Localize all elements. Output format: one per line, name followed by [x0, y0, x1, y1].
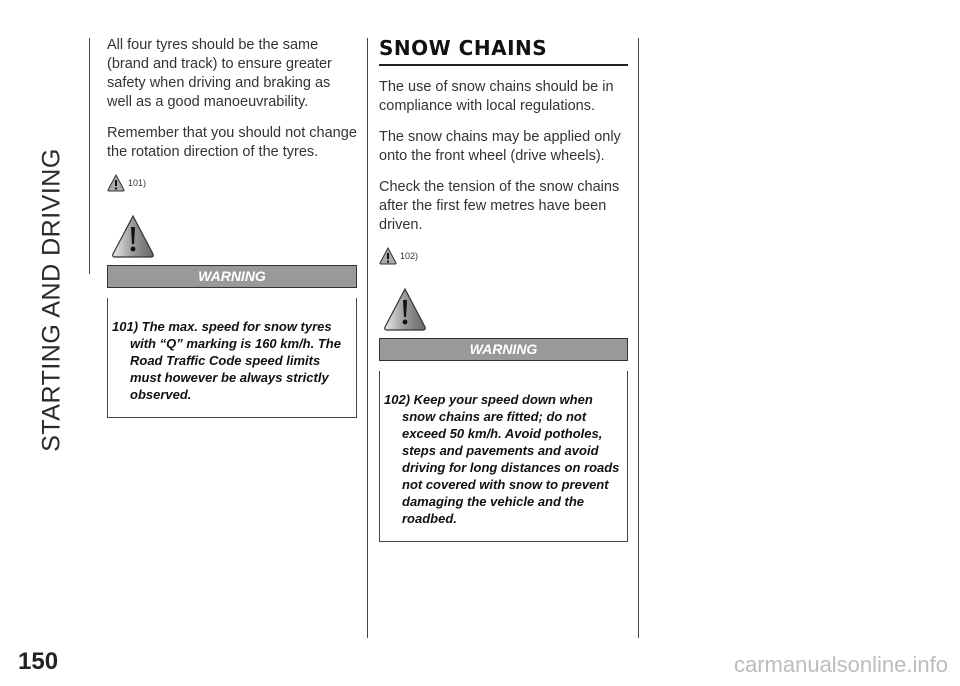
paragraph-regulations: The use of snow chains should be in compliance with local regulations. — [379, 79, 614, 114]
page-number: 150 — [18, 648, 59, 675]
section-side-title-text: STARTING AND DRIVING — [37, 148, 66, 452]
warning-section — [107, 214, 357, 418]
warning-text: 102) Keep your speed down when snow chains are fitted; do not exceed 50 km/h. Avoid potholes, steps and pavements and avoid driving for long distances on roads not covered with snow to prevent damaging the vehicle and the roadbed. — [384, 392, 620, 526]
small-warning-icon — [379, 247, 397, 265]
note-reference-number: 102) — [400, 251, 419, 261]
small-warning-icon — [107, 174, 125, 192]
left-column — [107, 36, 357, 418]
section-title: SNOW CHAINS — [379, 36, 628, 66]
warning-triangle-icon — [383, 287, 427, 331]
warning-icon-container — [107, 214, 357, 263]
column-divider-2 — [638, 38, 639, 638]
watermark: carmanualsonline.info — [733, 652, 948, 677]
warning-heading: WARNING — [107, 265, 357, 288]
paragraph-tyres-same: All four tyres should be the same (brand and track) to ensure greater safety when driving and braking as well as a good manoeuvrability. — [107, 37, 332, 110]
warning-text: 101) The max. speed for snow tyres with “Q” marking is 160 km/h. The Road Traffic Code speed limits must however be always strictly observed. — [112, 319, 341, 402]
warning-heading: WARNING — [379, 338, 628, 361]
warning-section — [379, 287, 628, 542]
paragraph-rotation: Remember that you should not change the rotation direction of the tyres. — [107, 125, 357, 160]
warning-box — [379, 371, 628, 542]
right-column — [379, 36, 628, 542]
note-reference-number: 101) — [128, 178, 147, 188]
side-divider — [89, 38, 90, 274]
note-reference — [379, 247, 628, 265]
paragraph-tension: Check the tension of the snow chains after the first few metres have been driven. — [379, 179, 620, 233]
column-divider-1 — [367, 38, 368, 638]
warning-triangle-icon — [111, 214, 155, 258]
warning-icon-container — [379, 287, 628, 336]
note-reference — [107, 174, 357, 192]
warning-box — [107, 298, 357, 418]
paragraph-front-wheel: The snow chains may be applied only onto the front wheel (drive wheels). — [379, 129, 621, 164]
